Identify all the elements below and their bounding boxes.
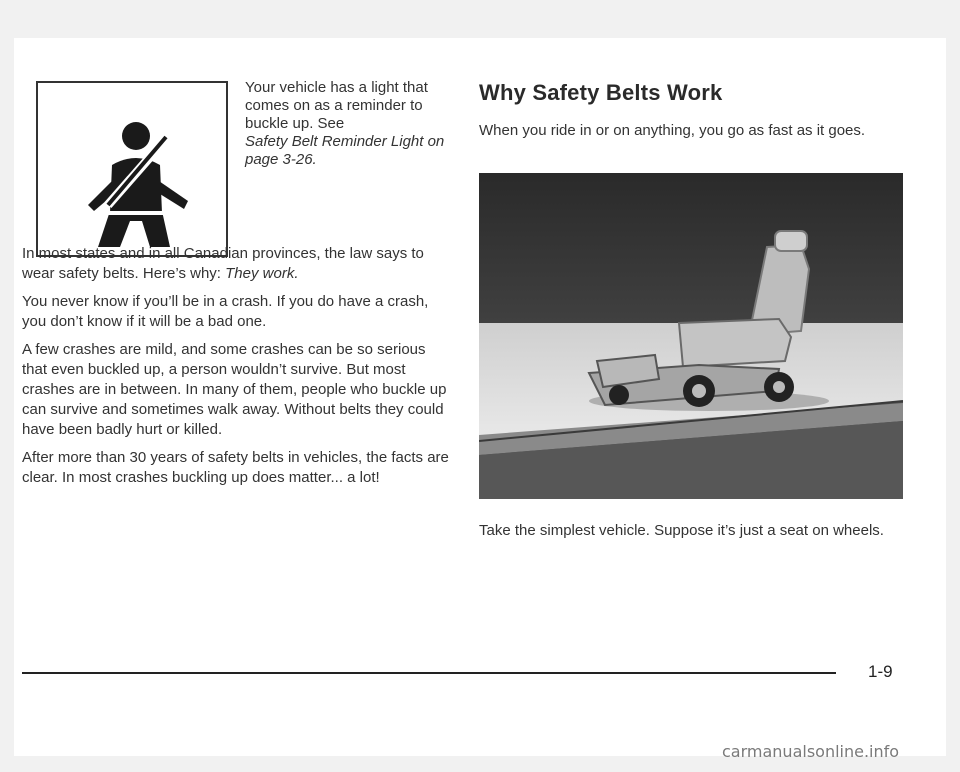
page-number: 1-9 xyxy=(868,662,893,681)
section-intro: When you ride in or on anything, you go as fast as it goes. xyxy=(479,122,866,139)
photo-caption: Take the simplest vehicle. Suppose it’s just a seat on wheels. xyxy=(479,522,884,539)
seat-belt-reminder-icon-box xyxy=(36,81,228,257)
section-heading: Why Safety Belts Work xyxy=(479,80,723,105)
watermark: carmanualsonline.info xyxy=(722,742,900,761)
paragraph-crash-severity: A few crashes are mild, and some crashes can be so serious that even buckled up, a person wouldn’t survive. But most crashes are in between. In many of them, people who buckle up can survive and sometimes walk away. Without belts they could have been badly hurt or killed. xyxy=(22,341,447,438)
paragraph-facts: After more than 30 years of safety belts in vehicles, the facts are clear. In most crashes buckling up does matter... a lot! xyxy=(22,449,449,486)
left-column xyxy=(22,244,454,496)
seat-belt-reminder-icon xyxy=(38,83,226,255)
footer-rule xyxy=(22,672,836,674)
paragraph-law xyxy=(22,244,454,284)
reminder-description xyxy=(245,79,455,169)
paragraph-law-emphasis: They work. xyxy=(225,265,299,282)
reminder-text: Your vehicle has a light that comes on as a reminder to buckle up. See xyxy=(245,79,428,132)
paragraph-law-text: In most states and in all Canadian provinces, the law says to wear safety belts. Here’s why: xyxy=(22,245,424,282)
seat-on-wheels-photo xyxy=(479,173,903,499)
paragraph-crash-unknown: You never know if you’ll be in a crash. If you do have a crash, you don’t know if it will be a bad one. xyxy=(22,293,429,330)
reminder-page-reference: Safety Belt Reminder Light on page 3-26. xyxy=(245,133,445,168)
